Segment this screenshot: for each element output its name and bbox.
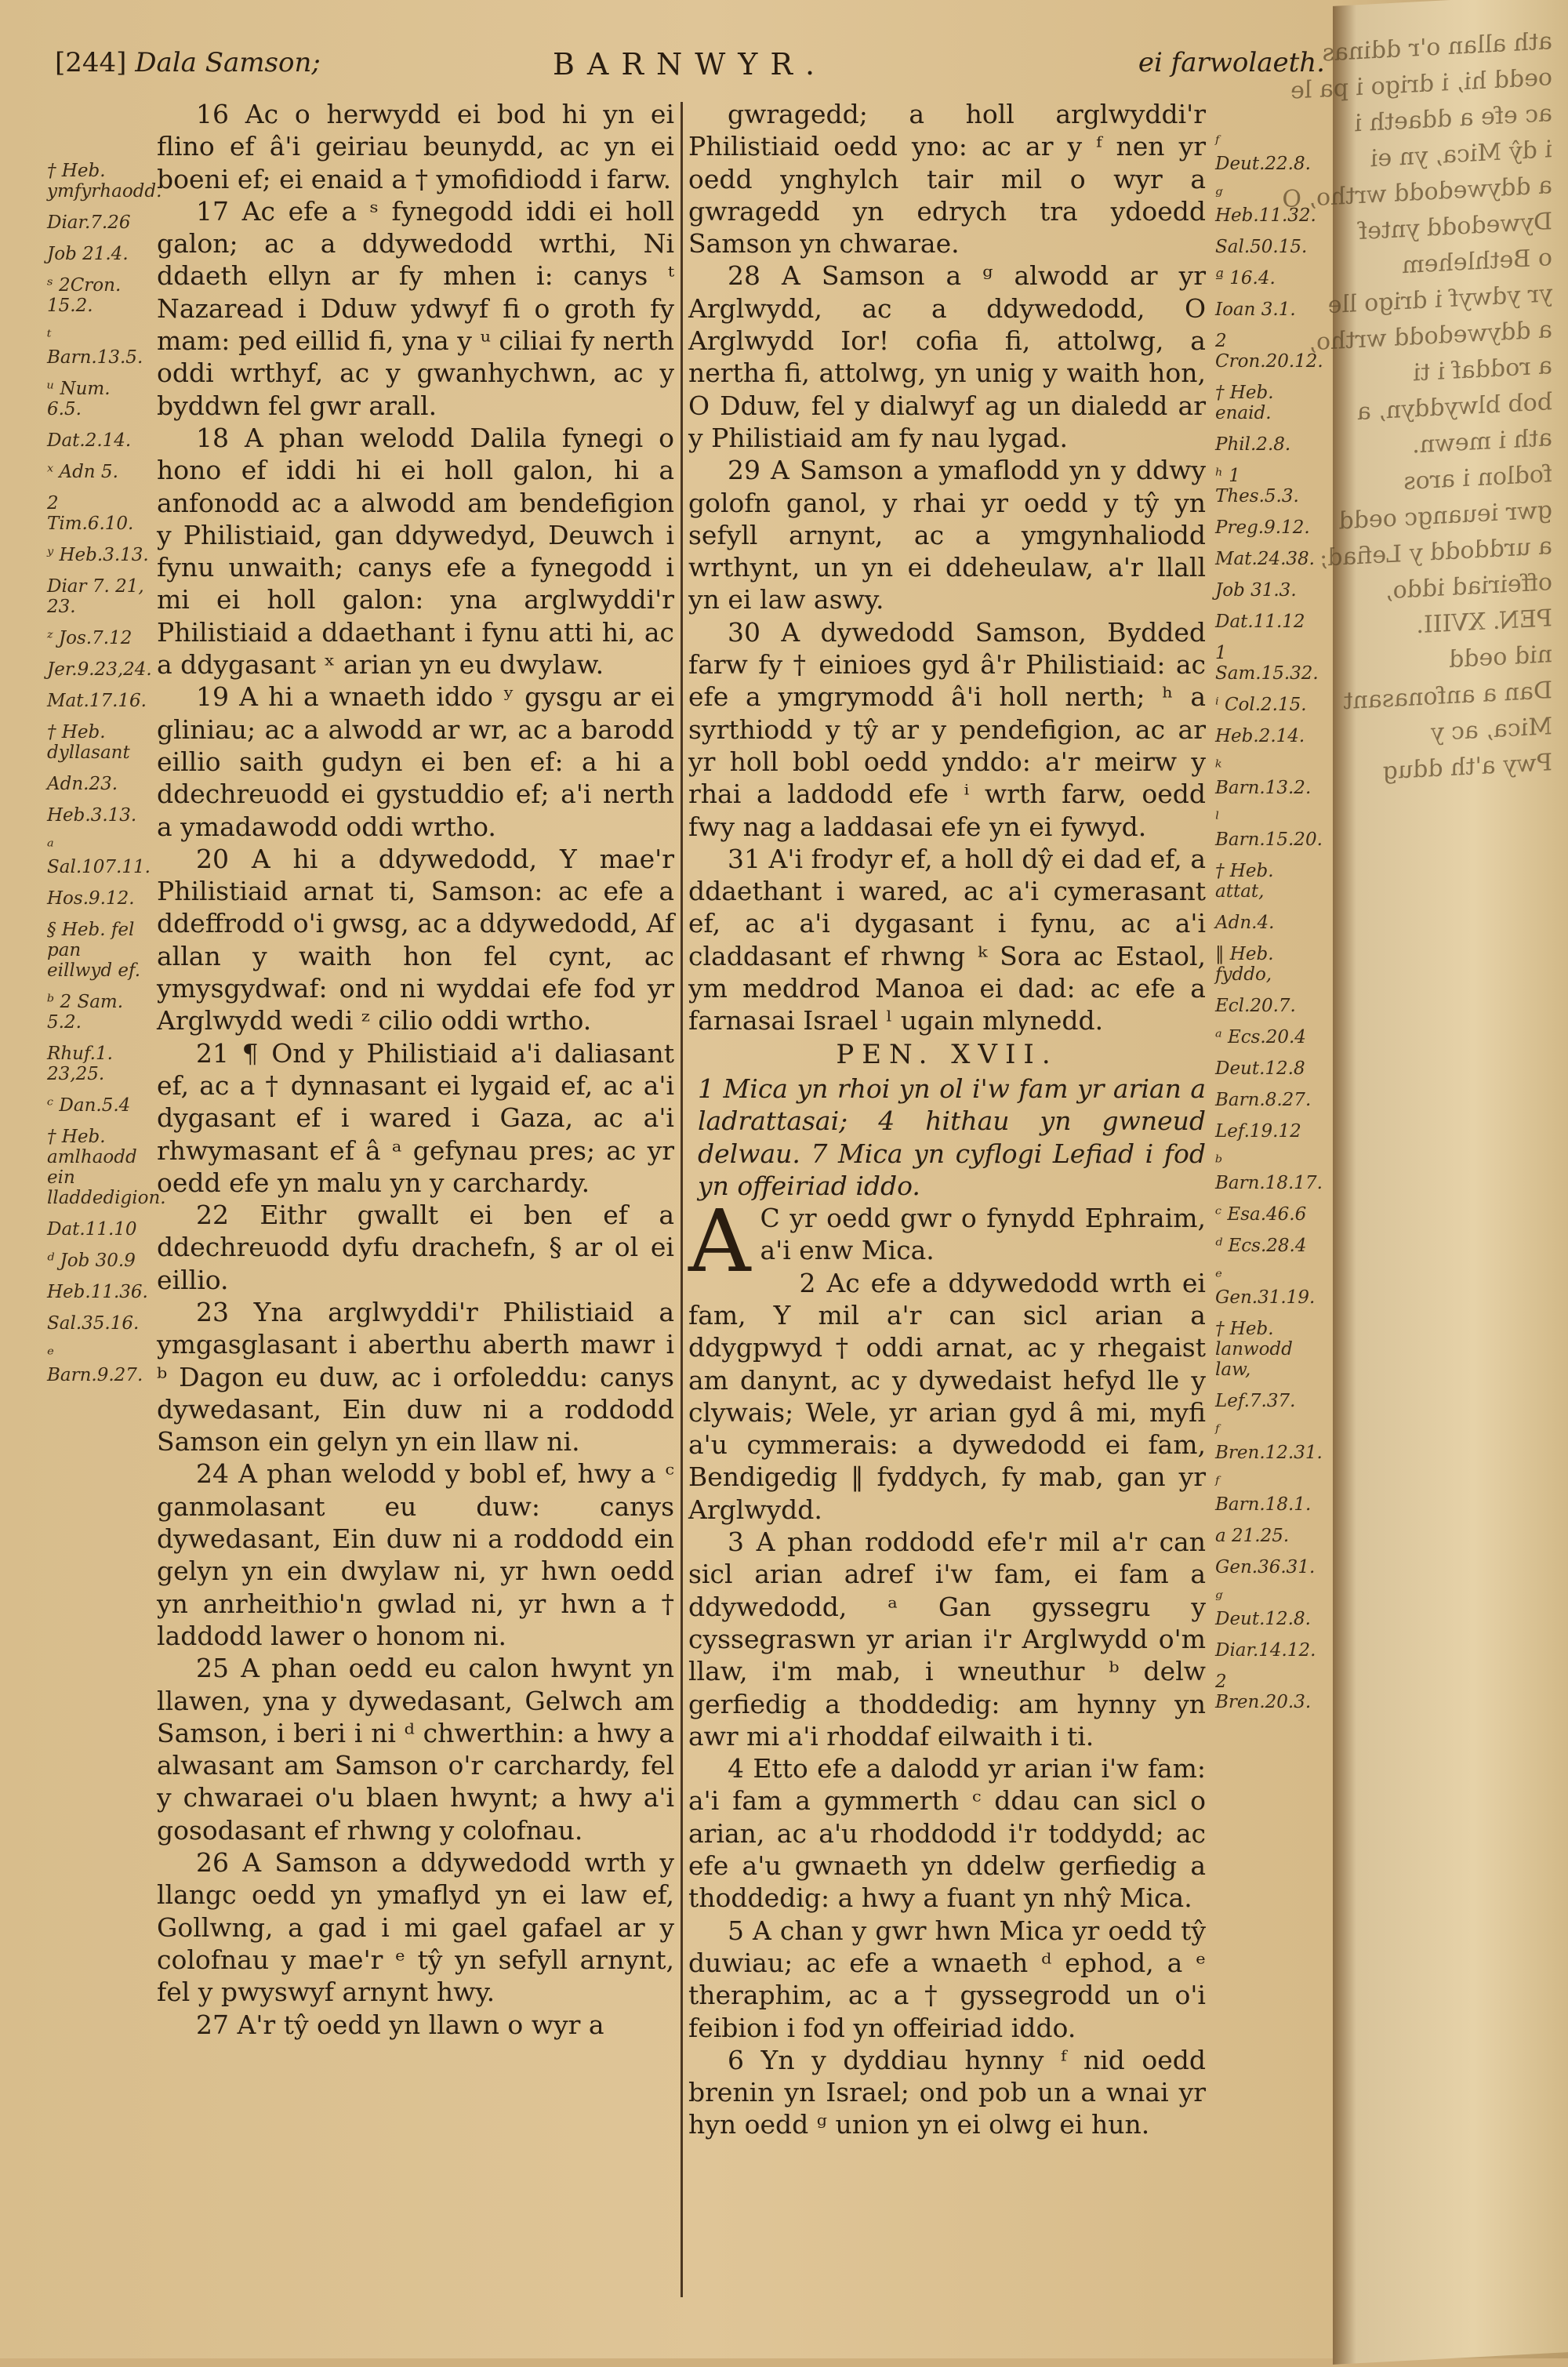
facing-page-line: Mica, ac y bbox=[1430, 713, 1552, 747]
left-margin-notes bbox=[47, 161, 166, 1396]
verse: 4 Etto efe a dalodd yr arian i'w fam: a'i fam a gymmerth ᶜ ddau can sicl o arian, ac a'u rhoddodd i'r toddydd; ac efe a'u gwnaeth yn ddelw gerfiedig a thoddedig: a hwy a fuant yn nhŷ Mica. bbox=[688, 1753, 1206, 1914]
margin-reference: ª 16.4. bbox=[1215, 268, 1276, 289]
verse: 26 A Samson a ddywedodd wrth y llangc oedd yn ymaflyd yn ei law ef, Gollwng, a gad i mi gael gafael ar y colofnau y mae'r ᵉ tŷ yn sefyll arnynt, fel y pwyswyf arnynt hwy. bbox=[157, 1847, 674, 2008]
margin-reference: Mat.24.38. bbox=[1215, 549, 1315, 569]
margin-reference: ᵍ Heb.11.32. bbox=[1215, 185, 1316, 226]
margin-reference: Job 21.4. bbox=[47, 244, 129, 264]
margin-reference: † Heb. enaid. bbox=[1215, 383, 1274, 423]
margin-reference: Dat.11.12 bbox=[1215, 612, 1305, 632]
facing-page-line: i dŷ Mica, yn ei bbox=[1370, 136, 1552, 173]
facing-page-line: nid oedd bbox=[1449, 641, 1552, 674]
margin-reference: ᵈ Ecs.28.4 bbox=[1215, 1236, 1307, 1256]
margin-reference: ᵍ Deut.12.8. bbox=[1215, 1588, 1311, 1629]
margin-reference: ᵗ Barn.13.5. bbox=[47, 327, 143, 368]
facing-page-line: bob blwyddyn, a bbox=[1356, 388, 1552, 427]
chapter-opening bbox=[688, 1191, 1206, 1292]
margin-reference: Dat.11.10 bbox=[47, 1219, 137, 1240]
margin-reference: ᵉ Barn.9.27. bbox=[47, 1345, 143, 1385]
margin-reference: ˡ Barn.15.20. bbox=[1215, 809, 1323, 850]
chapter-heading: PEN. XVII. bbox=[836, 1038, 1058, 1070]
margin-reference: Hos.9.12. bbox=[47, 888, 135, 909]
margin-reference: Lef.19.12 bbox=[1215, 1121, 1301, 1142]
verse: 21 ¶ Ond y Philistiaid a'i daliasant ef, ac a † dynnasant ei lygaid ef, ac a'i dygasant ef i wared i Gaza, ac a'i rhwymasant ef â ᵃ gefynau pres; ac yr oedd efe yn malu yn y carchardy. bbox=[157, 1037, 674, 1198]
facing-page-line: Dan a anfonasant bbox=[1343, 677, 1552, 716]
facing-page-line: o Bethlehem bbox=[1402, 244, 1552, 280]
margin-reference: 2 Bren.20.3. bbox=[1215, 1672, 1312, 1712]
margin-reference: ᶠ Bren.12.31. bbox=[1215, 1422, 1323, 1463]
verse: 23 Yna arglwyddi'r Philistiaid a ymgasglasant i aberthu aberth mawr i ᵇ Dagon eu duw, ac i orfoleddu: canys dywedasant, Ein duw ni a roddodd Samson ein gelyn yn ein llaw ni. bbox=[157, 1296, 674, 1458]
margin-reference: Ecl.20.7. bbox=[1215, 996, 1296, 1016]
facing-page-line: oedd hi, i drigo i pa le bbox=[1290, 64, 1552, 105]
margin-reference: ᵏ Barn.13.2. bbox=[1215, 757, 1312, 798]
margin-reference: ⁱ Col.2.15. bbox=[1215, 695, 1307, 715]
margin-reference: Sal.50.15. bbox=[1215, 237, 1308, 257]
facing-page-line: Pwy a'th ddug bbox=[1382, 749, 1552, 786]
margin-reference: ᵘ Num. 6.5. bbox=[47, 379, 111, 419]
left-running-title: Dala Samson; bbox=[135, 47, 321, 78]
margin-reference: Rhuf.1. 23,25. bbox=[47, 1044, 113, 1084]
facing-page-line: a ddywedodd wrtho, O bbox=[1282, 172, 1552, 214]
margin-reference: † Heb. amlhaodd ein lladdedigion. bbox=[47, 1127, 166, 1208]
verse: gwragedd; a holl arglwyddi'r Philistiaid oedd yno: ac ar y ᶠ nen yr oedd ynghylch tair mil o wyr a gwragedd yn edrych tra ydoedd Samson yn chwarae. bbox=[688, 99, 1206, 260]
verse: 2 Ac efe a ddywedodd wrth ei fam, Y mil a'r can sicl arian a ddygpwyd † oddi arnat, ac y rhegaist am danynt, ac y dywedaist hefyd lle y clywais; Wele, yr arian gyd â mi, myfi a'u cymmerais: a dywedodd ei fam, Bendigedig ‖ fyddych, fy mab, gan yr Arglwydd. bbox=[688, 1267, 1206, 1525]
margin-reference: Ioan 3.1. bbox=[1215, 300, 1296, 320]
margin-reference: Heb.11.36. bbox=[47, 1282, 148, 1302]
margin-reference: ᶻ Jos.7.12 bbox=[47, 628, 132, 648]
margin-reference: ᵈ Job 30.9 bbox=[47, 1251, 136, 1271]
margin-reference: Lef.7.37. bbox=[1215, 1391, 1296, 1411]
verse: 16 Ac o herwydd ei bod hi yn ei flino ef â'i geiriau beunydd, ac yn ei boeni ef; ei enaid a † ymofidiodd i farw. bbox=[157, 99, 674, 194]
page-number: [244] bbox=[55, 47, 127, 78]
text-column-left bbox=[157, 98, 674, 2041]
text-column-right bbox=[688, 98, 1206, 2141]
right-running-title: ei farwolaeth. bbox=[1138, 47, 1325, 78]
margin-reference: § Heb. fel pan eillwyd ef. bbox=[47, 920, 141, 981]
margin-reference: Phil.2.8. bbox=[1215, 434, 1291, 455]
margin-reference: † Heb. attat, bbox=[1215, 861, 1274, 902]
margin-reference: ᵉ Gen.31.19. bbox=[1215, 1267, 1316, 1308]
margin-reference: Diar.7.26 bbox=[47, 212, 131, 233]
chapter-summary: 1 Mica yn rhoi yn ol i'w fam yr arian a ladrattasai; 4 hithau yn gwneud delwau. 7 Mica yn cyflogi Lefiad i fod yn offeiriad iddo. bbox=[698, 1073, 1206, 1201]
verse: 25 A phan oedd eu calon hwynt yn llawen, yna y dywedasant, Gelwch am Samson, i beri i ni ᵈ chwerthin: a hwy a alwasant am Samson o'r carchardy, fel y chwaraei o'u blaen hwynt; a hwy a'i gosodasant ef rhwng y colofnau. bbox=[157, 1653, 674, 1846]
verse: 29 A Samson a ymaflodd yn y ddwy golofn ganol, y rhai yr oedd y tŷ yn sefyll arnynt, ac a ymgynhaliodd wrthynt, un yn ei ddeheulaw, a'r llall yn ei law aswy. bbox=[688, 455, 1206, 615]
facing-page-line: ath i mewn. bbox=[1412, 424, 1552, 459]
verse: 3 A phan roddodd efe'r mil a'r can sicl arian adref i'w fam, ei fam a ddywedodd, ᵃ Gan gyssegru y cyssegraswn yr arian i'r Arglwydd o'm llaw, i'm mab, i wneuthur ᵇ delw gerfiedig a thoddedig: am hynny yn awr mi a'i rhoddaf eilwaith i ti. bbox=[688, 1527, 1206, 1752]
center-title: BARNWYR. bbox=[552, 47, 828, 82]
facing-page-line: gwr ieuangc oedd bbox=[1338, 496, 1552, 535]
margin-reference: 1 Sam.15.32. bbox=[1215, 643, 1319, 684]
margin-reference: ˢ 2Cron. 15.2. bbox=[47, 275, 122, 316]
verse: 30 A dywedodd Samson, Bydded farw fy † einioes gyd â'r Philistiaid: ac efe a ymgrymodd â'i holl nerth; ʰ a syrthiodd y tŷ ar y pendefigion, ac ar yr holl bobl oedd ynddo: a'r meirw y rhai a laddodd efe ⁱ wrth farw, oedd fwy nag a laddasai efe yn ei fywyd. bbox=[688, 616, 1206, 842]
margin-reference: Job 31.3. bbox=[1215, 580, 1297, 601]
margin-reference: ᶠ Barn.18.1. bbox=[1215, 1474, 1312, 1515]
facing-page-line: ath allan o'r ddinas bbox=[1322, 27, 1552, 67]
margin-reference: Gen.36.31. bbox=[1215, 1557, 1316, 1577]
margin-reference: ʰ 1 Thes.5.3. bbox=[1215, 466, 1299, 506]
margin-reference: 2 Cron.20.12. bbox=[1215, 331, 1323, 372]
margin-reference: ᵇ Barn.18.17. bbox=[1215, 1153, 1323, 1193]
margin-reference: Mat.17.16. bbox=[47, 691, 147, 711]
verse: 6 Yn y dyddiau hynny ᶠ nid oedd brenin yn Israel; ond pob un a wnai yr hyn oedd ᵍ union yn ei olwg ei hun. bbox=[688, 2044, 1206, 2140]
verse: 24 A phan welodd y bobl ef, hwy a ᶜ ganmolasant eu duw: canys dywedasant, Ein duw ni a roddodd ein gelyn yn ein dwylaw ni, yr hwn oedd yn anrheithio'n gwlad ni, yr hwn a † laddodd lawer o honom ni. bbox=[157, 1458, 674, 1651]
first-verse: C yr oedd gwr o fynydd Ephraim, a'i enw Mica. bbox=[760, 1203, 1206, 1266]
margin-reference: Heb.3.13. bbox=[47, 805, 137, 826]
margin-reference: Sal.35.16. bbox=[47, 1313, 140, 1334]
margin-reference: Dat.2.14. bbox=[47, 430, 132, 451]
facing-page-line: a urddodd y Lefiad; bbox=[1319, 532, 1552, 572]
margin-reference: † Heb. ymfyrhaodd. bbox=[47, 161, 162, 201]
verse: 28 A Samson a ᵍ alwodd ar yr Arglwydd, ac a ddywedodd, O Arglwydd Ior! cofia fi, attolwg, a nertha fi, attolwg, yn unig y waith hon, O Dduw, fel y dialwyf ag un dialedd ar y Philistiaid am fy nau lygad. bbox=[688, 260, 1206, 453]
margin-reference: 2 Tim.6.10. bbox=[47, 493, 134, 534]
right-margin-notes bbox=[1215, 133, 1323, 1723]
margin-reference: Jer.9.23,24. bbox=[47, 659, 152, 680]
verse: 18 A phan welodd Dalila fynegi o hono ef iddi hi ei holl galon, hi a anfonodd ac a alwodd am bendefigion y Philistiaid, gan ddywedyd, Deuwch i fynu unwaith; canys efe a fynegodd i mi ei holl galon: yna arglwyddi'r Philistiaid a ddaethant i fynu atti hi, ac a ddygasant ˣ arian yn eu dwylaw. bbox=[157, 422, 674, 681]
facing-page-edge bbox=[1282, 0, 1568, 2365]
margin-reference: ᶜ Dan.5.4 bbox=[47, 1095, 131, 1116]
facing-page-line: yr ydwyf i drigo lle bbox=[1327, 280, 1552, 320]
margin-reference: ᵃ Ecs.20.4 bbox=[1215, 1027, 1306, 1047]
margin-reference: ᵇ 2 Sam. 5.2. bbox=[47, 992, 124, 1033]
page-header bbox=[55, 47, 1325, 94]
margin-reference: ᶜ Esa.46.6 bbox=[1215, 1204, 1307, 1225]
verse: 20 A hi a ddywedodd, Y mae'r Philistiaid arnat ti, Samson: ac efe a ddeffrodd o'i gwsg, ac a ddywedodd, Af allan y waith hon fel cynt, ac ymysgydwaf: ond ni wyddai efe fod yr Arglwydd wedi ᶻ cilio oddi wrtho. bbox=[157, 843, 674, 1036]
margin-reference: † Heb. lanwodd law, bbox=[1215, 1319, 1293, 1380]
verse: 31 A'i frodyr ef, a holl dŷ ei dad ef, a ddaethant i wared, ac a'i cymerasant ef, ac a'i dygasant i fynu, ac a'i claddasant ef rhwng ᵏ Sora ac Estaol, ym meddrod Manoa ei dad: ac efe a farnasai Israel ˡ ugain mlynedd. bbox=[688, 843, 1206, 1036]
margin-reference: ‖ Heb. fyddo, bbox=[1215, 944, 1274, 985]
verse: 27 A'r tŷ oedd yn llawn o wyr a bbox=[196, 2009, 604, 2040]
facing-page-line: ac efe a ddaeth i bbox=[1354, 100, 1552, 138]
margin-reference: ᵃ Sal.107.11. bbox=[47, 837, 151, 877]
margin-reference: Diar 7. 21, 23. bbox=[47, 576, 144, 617]
margin-reference: Adn.4. bbox=[1215, 913, 1275, 933]
drop-cap: A bbox=[688, 1191, 751, 1292]
facing-page-line: Dywedodd yntef bbox=[1359, 208, 1552, 246]
facing-page-line: PEN. XVIII. bbox=[1416, 604, 1552, 640]
margin-reference: Preg.9.12. bbox=[1215, 517, 1310, 538]
margin-reference: ᶠ Deut.22.8. bbox=[1215, 133, 1311, 174]
margin-reference: ˣ Adn 5. bbox=[47, 462, 118, 482]
facing-page-line: a ddywedodd wrtho, bbox=[1308, 316, 1552, 357]
verse: 19 A hi a wnaeth iddo ʸ gysgu ar ei gliniau; ac a alwodd ar wr, ac a barodd eillio saith gudyn ei ben ef: a hi a ddechreuodd ei gystuddio ef; a'i nerth a ymadawodd oddi wrtho. bbox=[157, 681, 674, 842]
facing-page-line: fodlon i aros bbox=[1403, 460, 1552, 496]
verse: 5 A chan y gwr hwn Mica yr oedd tŷ duwiau; ac efe a wnaeth ᵈ ephod, a ᵉ theraphim, ac a † gyssegrodd un o'i feibion i fod yn offeiriad iddo. bbox=[688, 1915, 1206, 2043]
margin-reference: a 21.25. bbox=[1215, 1526, 1290, 1546]
verse: 17 Ac efe a ˢ fynegodd iddi ei holl galon; ac a ddywedodd wrthi, Ni ddaeth ellyn ar fy mhen i: canys ᵗ Nazaread i Dduw ydwyf fi o groth fy mam: ped eillid fi, yna y ᵘ ciliai fy nerth oddi wrthyf, ac y gwanhychwn, ac y byddwn fel gwr arall. bbox=[157, 195, 674, 421]
margin-reference: Barn.8.27. bbox=[1215, 1090, 1312, 1110]
margin-reference: Diar.14.12. bbox=[1215, 1640, 1316, 1661]
margin-reference: † Heb. dyllasant bbox=[47, 722, 130, 763]
facing-page-line: offeiriad iddo, bbox=[1385, 568, 1552, 605]
chapter16-ending bbox=[688, 98, 1206, 1037]
margin-reference: ʸ Heb.3.13. bbox=[47, 545, 149, 565]
margin-reference: Heb.2.14. bbox=[1215, 726, 1305, 746]
margin-reference: Deut.12.8 bbox=[1215, 1058, 1305, 1079]
chapter17-verses bbox=[688, 1267, 1206, 2141]
facing-page-line: a roddaf i ti bbox=[1413, 352, 1552, 387]
margin-reference: Adn.23. bbox=[47, 774, 118, 794]
verse: 22 Eithr gwallt ei ben ef a ddechreuodd dyfu drachefn, § ar ol ei eillio. bbox=[157, 1200, 674, 1295]
column-rule bbox=[681, 102, 683, 2297]
